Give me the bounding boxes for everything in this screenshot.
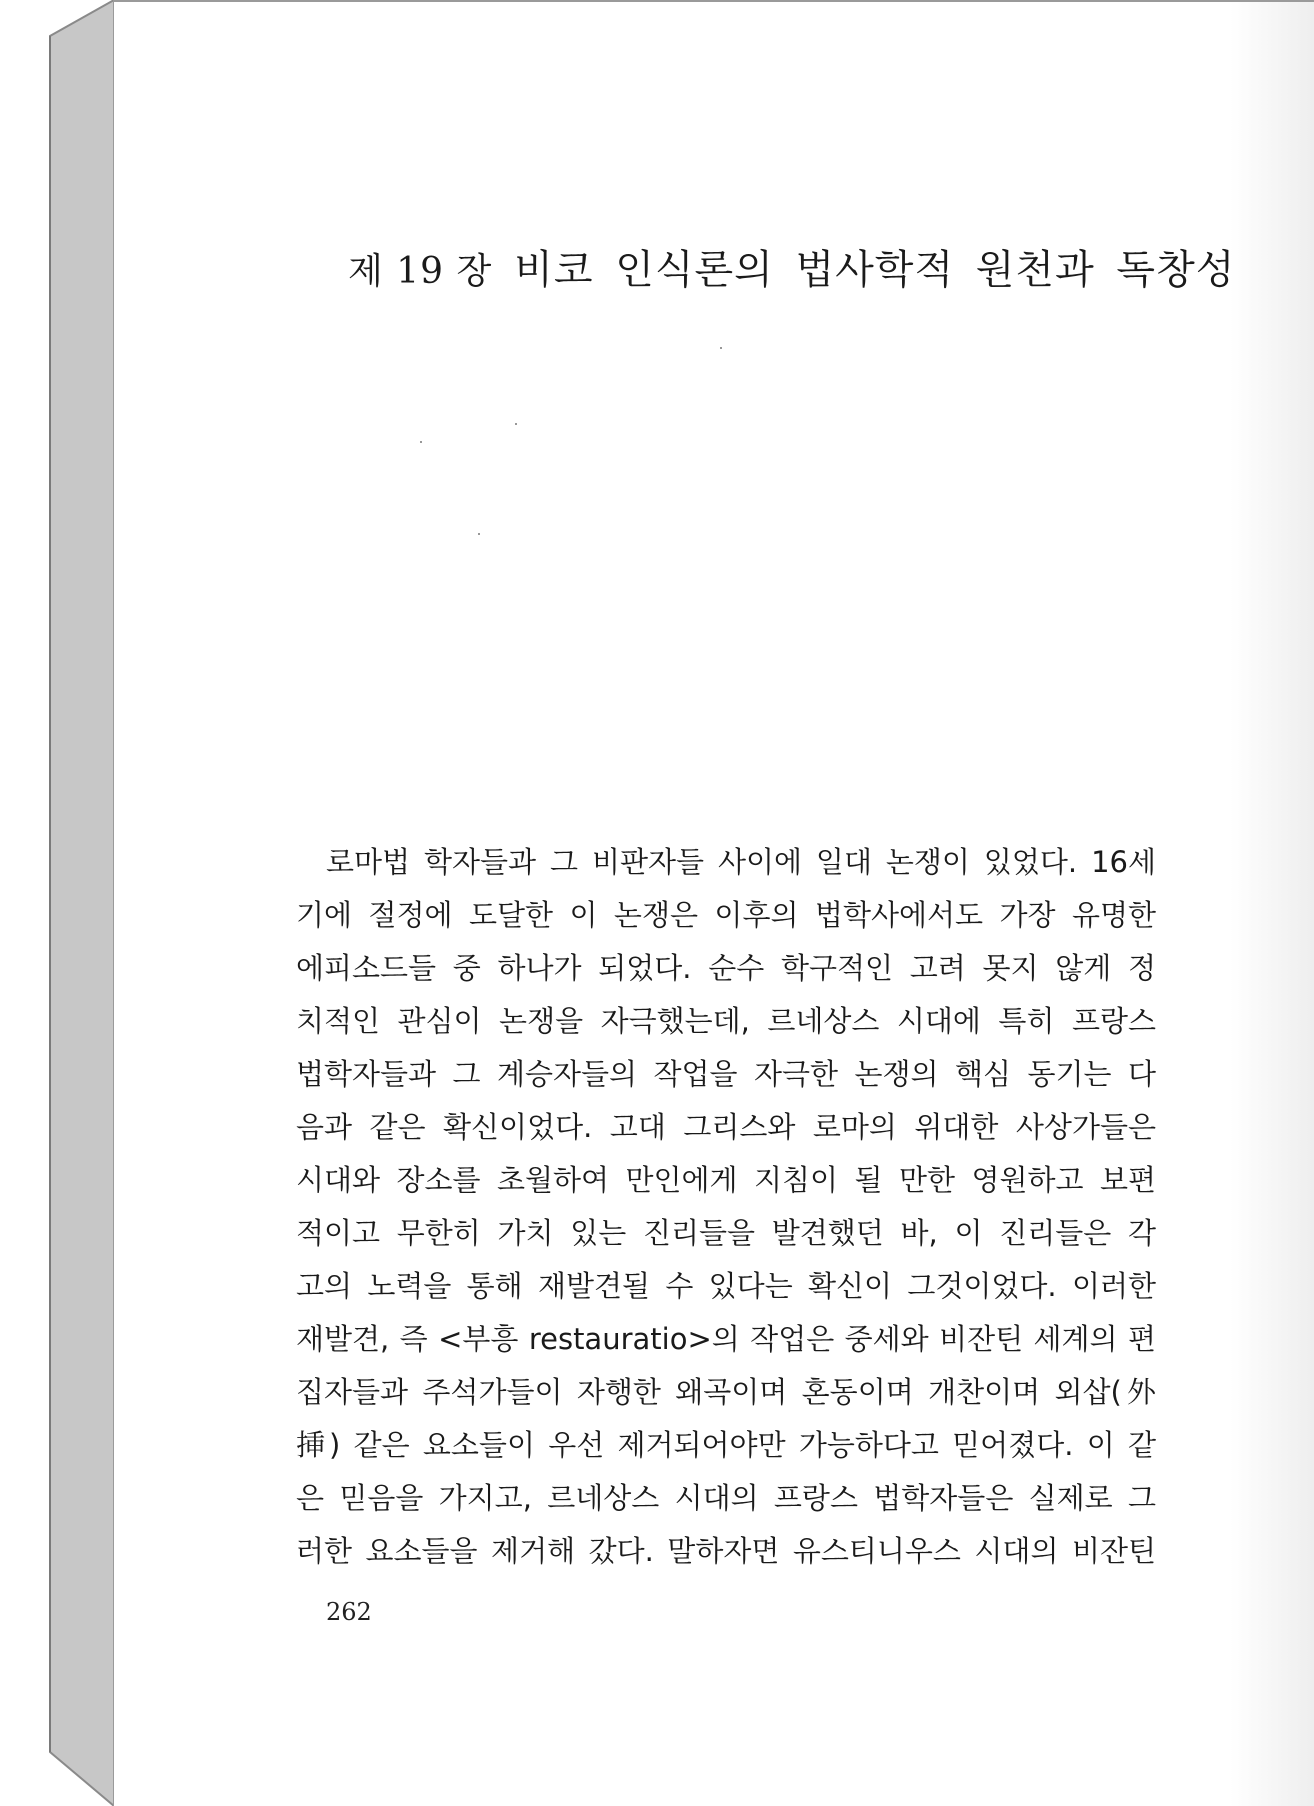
scan-speck <box>515 423 517 425</box>
scan-speck <box>720 347 722 349</box>
text-line: 은 믿음을 가지고, 르네상스 시대의 프랑스 법학자들은 실제로 그 <box>296 1481 1156 1515</box>
text-line: 치적인 관심이 논쟁을 자극했는데, 르네상스 시대에 특히 프랑스 <box>296 1004 1156 1038</box>
chapter-heading <box>348 238 1235 295</box>
text-line: 재발견, 즉 <부흥 restauratio>의 작업은 중세와 비잔틴 세계의 편 <box>296 1322 1156 1356</box>
text-line: 挿) 같은 요소들이 우선 제거되어야만 가능하다고 믿어졌다. 이 같 <box>296 1428 1156 1462</box>
text-line: 에피소드들 중 하나가 되었다. 순수 학구적인 고려 못지 않게 정 <box>296 951 1156 985</box>
page-number: 262 <box>326 1598 372 1626</box>
chapter-title: 비코 인식론의 법사학적 원천과 독창성 <box>514 247 1236 293</box>
scan-speck <box>478 533 480 535</box>
scan-speck <box>420 441 422 443</box>
text-line: 고의 노력을 통해 재발견될 수 있다는 확신이 그것이었다. 이러한 <box>296 1269 1156 1303</box>
text-line: 음과 같은 확신이었다. 고대 그리스와 로마의 위대한 사상가들은 <box>296 1110 1156 1144</box>
text-line: 집자들과 주석가들이 자행한 왜곡이며 혼동이며 개찬이며 외삽(外 <box>296 1375 1156 1409</box>
text-line: 로마법 학자들과 그 비판자들 사이에 일대 논쟁이 있었다. 16세 <box>326 845 1156 879</box>
body-paragraph <box>296 840 1156 1582</box>
text-line: 기에 절정에 도달한 이 논쟁은 이후의 법학사에서도 가장 유명한 <box>296 898 1156 932</box>
text-line: 시대와 장소를 초월하여 만인에게 지침이 될 만한 영원하고 보편 <box>296 1163 1156 1197</box>
text-line: 적이고 무한히 가치 있는 진리들을 발견했던 바, 이 진리들은 각 <box>296 1216 1156 1250</box>
text-line: 법학자들과 그 계승자들의 작업을 자극한 논쟁의 핵심 동기는 다 <box>296 1057 1156 1091</box>
text-line: 러한 요소들을 제거해 갔다. 말하자면 유스티니우스 시대의 비잔틴 <box>296 1534 1156 1568</box>
chapter-number: 제 19 장 <box>348 251 493 292</box>
